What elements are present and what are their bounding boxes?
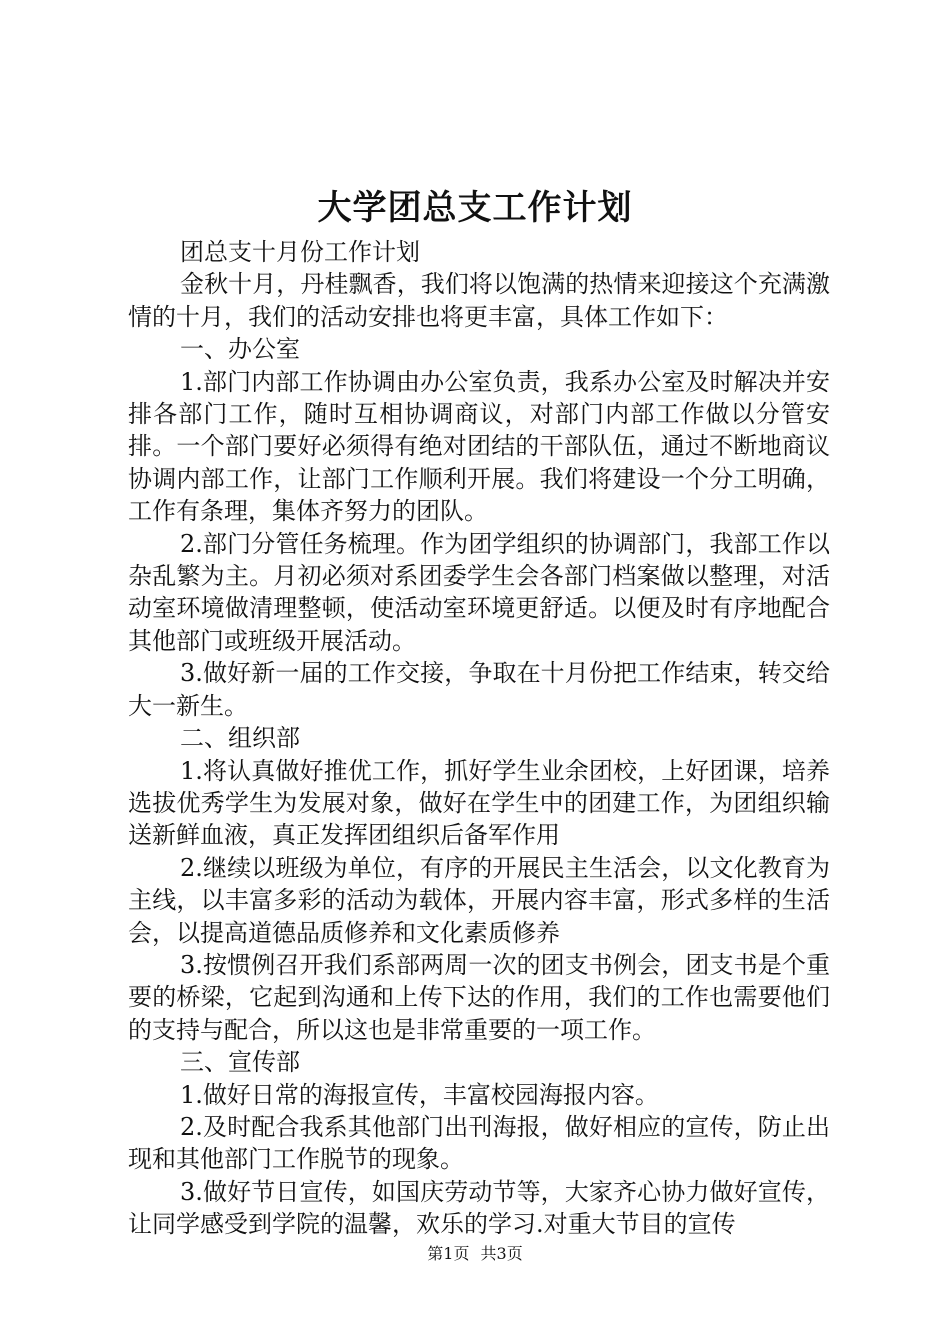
publicity-item-1: 1.做好日常的海报宣传，丰富校园海报内容。 [180,1080,659,1109]
document-title: 大学团总支工作计划 [317,188,633,228]
office-item-3: 3.做好新一届的工作交接，争取在十月份把工作结束，转交给大一新生。 [128,659,830,720]
section-heading-publicity: 三、宣传部 [180,1048,300,1077]
organization-item-2: 2.继续以班级为单位，有序的开展民主生活会，以文化教育为主线，以丰富多彩的活动为载体，开展内容丰富，形式多样的生活会，以提高道德品质修养和文化素质修养 [128,853,830,947]
organization-item-1: 1.将认真做好推优工作，抓好学生业余团校，上好团课，培养选拔优秀学生为发展对象，做好在学生中的团建工作，为团组织输送新鲜血液，真正发挥团组织后备军作用 [128,756,830,850]
subtitle-paragraph: 团总支十月份工作计划 [180,238,420,266]
page-footer [0,1243,950,1265]
office-item-1: 1.部门内部工作协调由办公室负责，我系办公室及时解决并安排各部门工作，随时互相协调商议，对部门内部工作做以分管安排。一个部门要好必须得有绝对团结的干部队伍，通过不断地商议协调内部工作，让部门工作顺利开展。我们将建设一个分工明确，工作有条理，集体齐努力的团队。 [128,367,830,526]
publicity-item-2: 2.及时配合我系其他部门出刊海报，做好相应的宣传，防止出现和其他部门工作脱节的现象。 [128,1112,830,1174]
section-heading-office: 一、办公室 [180,335,300,364]
page-total: 共3页 [480,1244,523,1263]
page-number: 第1页 [427,1244,470,1263]
publicity-item-3: 3.做好节日宣传，如国庆劳动节等，大家齐心协力做好宣传，让同学感受到学院的温馨，欢乐的学习.对重大节目的宣传 [128,1177,830,1239]
section-heading-organization: 二、组织部 [180,724,300,753]
office-item-2: 2.部门分管任务梳理。作为团学组织的协调部门，我部工作以杂乱繁为主。月初必须对系团委学生会各部门档案做以整理，对活动室环境做清理整顿，使活动室环境更舒适。以便及时有序地配合其他部门或班级开展活动。 [128,529,830,655]
organization-item-3: 3.按惯例召开我们系部两周一次的团支书例会，团支书是个重要的桥梁，它起到沟通和上传下达的作用，我们的工作也需要他们的支持与配合，所以这也是非常重要的一项工作。 [128,950,830,1044]
intro-paragraph: 金秋十月，丹桂飘香，我们将以饱满的热情来迎接这个充满激情的十月，我们的活动安排也将更丰富，具体工作如下： [128,270,830,331]
document-body [128,236,830,1241]
